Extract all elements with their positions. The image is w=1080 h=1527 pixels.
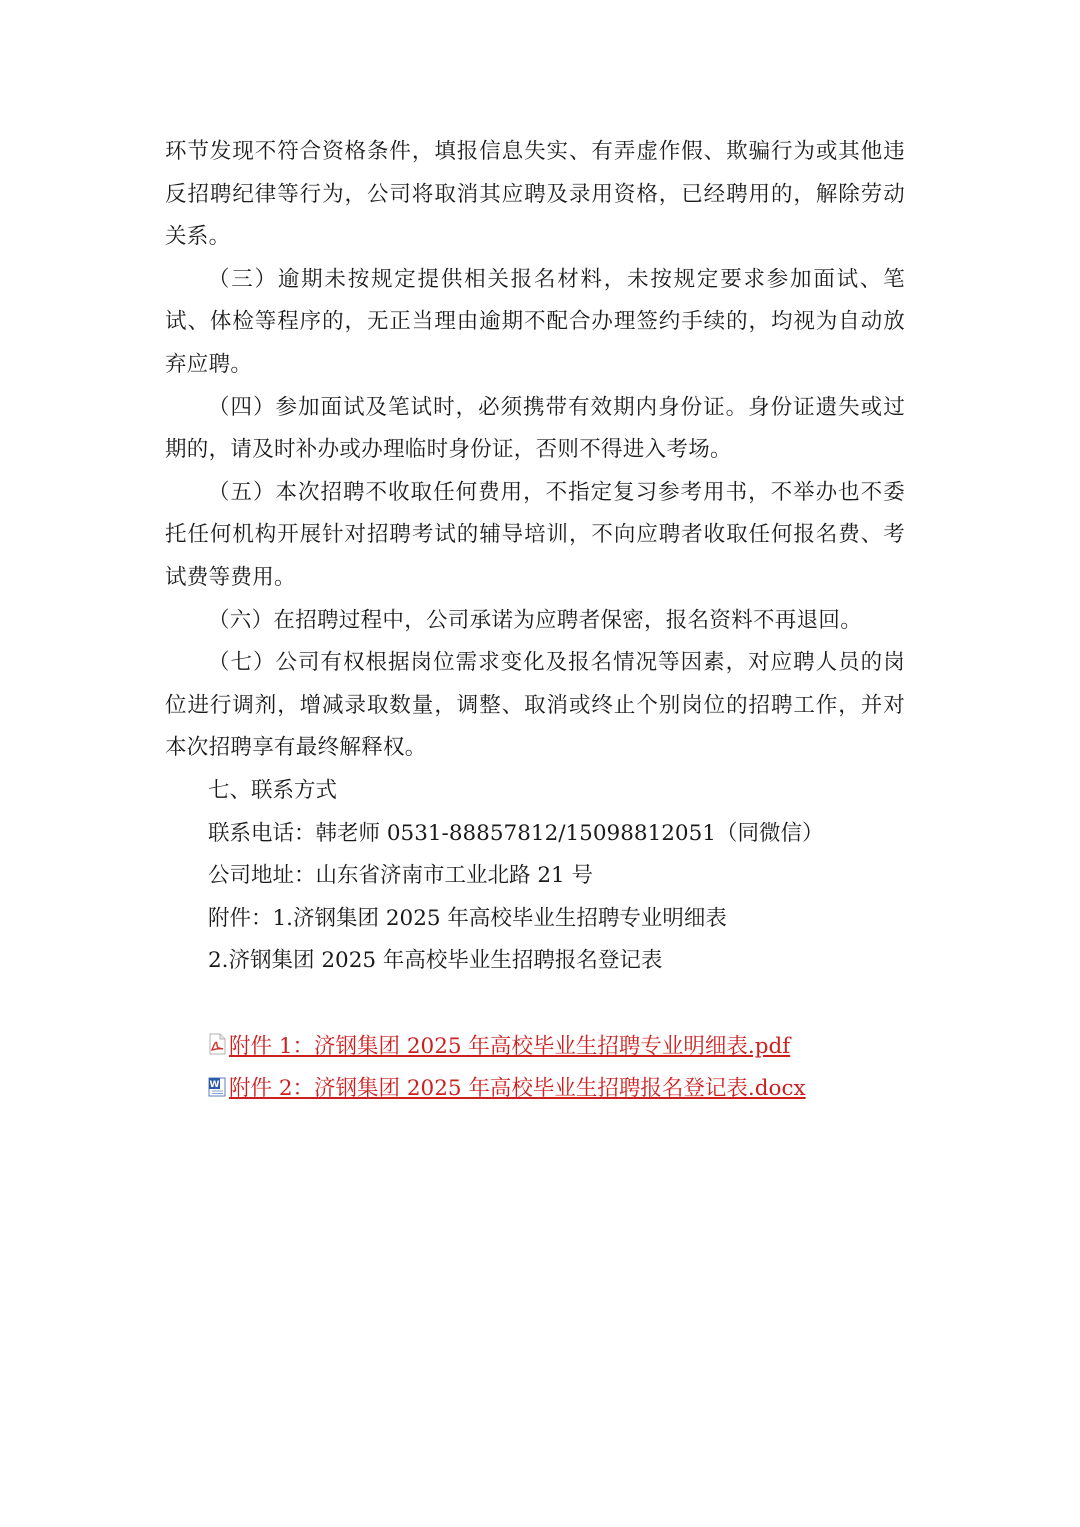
document-body [165,131,905,983]
contact-phone: 联系电话：韩老师 0531-88857812/15098812051（同微信） [208,820,824,846]
attachment-link-row-pdf[interactable] [207,1023,806,1066]
attachment-list-item-2: 2.济钢集团 2025 年高校毕业生招聘报名登记表 [208,948,663,974]
word-file-icon [207,1076,227,1098]
attachment-links [207,1023,806,1108]
attachment-link-pdf[interactable]: 附件 1：济钢集团 2025 年高校毕业生招聘专业明细表.pdf [229,1033,791,1059]
paragraph-continuation: 环节发现不符合资格条件，填报信息失实、有弄虚作假、欺骗行为或其他违反招聘纪律等行为，公司将取消其应聘及录用资格，已经聘用的，解除劳动关系。 [165,139,905,250]
attachment-link-row-docx[interactable] [207,1066,806,1109]
paragraph-item-3: （三）逾期未按规定提供相关报名材料，未按规定要求参加面试、笔试、体检等程序的，无正当理由逾期不配合办理签约手续的，均视为自动放弃应聘。 [165,266,905,377]
paragraph-item-6: （六）在招聘过程中，公司承诺为应聘者保密，报名资料不再退回。 [208,607,863,633]
paragraph-item-4: （四）参加面试及笔试时，必须携带有效期内身份证。身份证遗失或过期的，请及时补办或办理临时身份证，否则不得进入考场。 [165,394,905,463]
pdf-file-icon [207,1033,227,1055]
attachment-list-item-1: 附件：1.济钢集团 2025 年高校毕业生招聘专业明细表 [208,905,727,931]
paragraph-item-7: （七）公司有权根据岗位需求变化及报名情况等因素，对应聘人员的岗位进行调剂，增减录取数量，调整、取消或终止个别岗位的招聘工作，并对本次招聘享有最终解释权。 [165,650,905,761]
svg-text:W: W [209,1079,220,1090]
attachment-link-docx[interactable]: 附件 2：济钢集团 2025 年高校毕业生招聘报名登记表.docx [229,1076,806,1102]
contact-address: 公司地址：山东省济南市工业北路 21 号 [208,863,594,889]
contact-heading: 七、联系方式 [208,777,338,803]
paragraph-item-5: （五）本次招聘不收取任何费用，不指定复习参考用书，不举办也不委托任何机构开展针对招聘考试的辅导培训，不向应聘者收取任何报名费、考试费等费用。 [165,479,905,590]
